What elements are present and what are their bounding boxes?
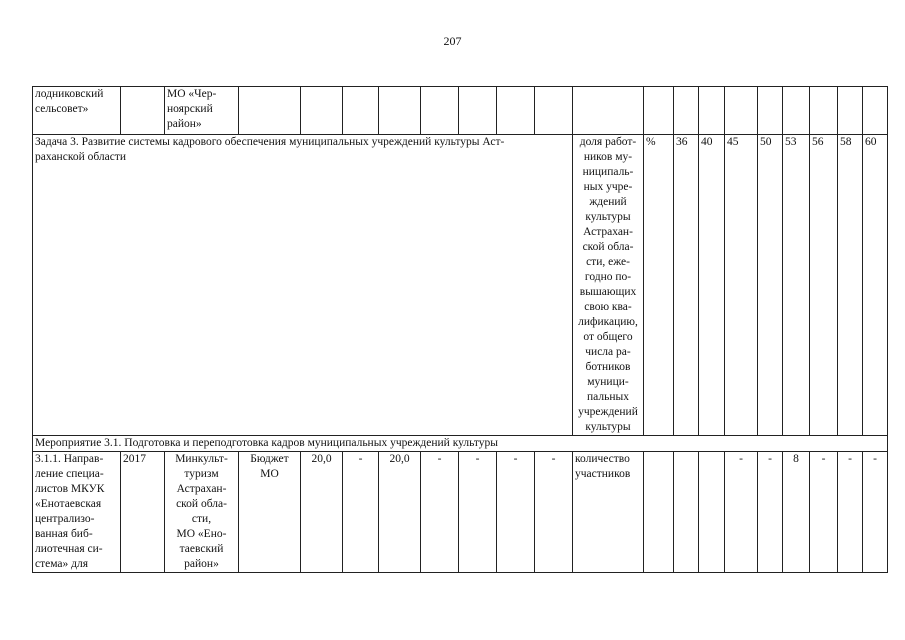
item-3-1-1-value: - <box>758 452 783 573</box>
item-3-1-1-fin: 20,0 <box>301 452 343 573</box>
task-3-value: 50 <box>758 135 783 436</box>
item-3-1-1-name: 3.1.1. Направ- ление специа- листов МКУК «Енотаевская централизо- ванная биб- лиотечная си- стема» для <box>33 452 121 573</box>
item-3-1-1-source: Бюджет МО <box>239 452 301 573</box>
task-3-value: 36 <box>674 135 699 436</box>
item-3-1-1-fin: - <box>497 452 535 573</box>
item-3-1-1-value: - <box>810 452 838 573</box>
program-table <box>32 86 888 573</box>
task-3-indicator: доля работ- ников му- ниципаль- ных учре- ждений культуры Астрахан- ской обла- сти, еже- годно по- вышающих свою ква- лификацию, от общего числа ра- ботников муници- пальных учреждений культуры <box>573 135 644 436</box>
task-3-title: Задача 3. Развитие системы кадрового обеспечения муниципальных учреждений культуры Аст- раханской области <box>33 135 573 436</box>
task-3-row <box>33 135 888 436</box>
item-3-1-1-fin: - <box>421 452 459 573</box>
item-3-1-1-value: - <box>838 452 863 573</box>
item-3-1-1-fin: - <box>343 452 379 573</box>
task-3-value: 60 <box>863 135 888 436</box>
item-3-1-1-row <box>33 452 888 573</box>
item-3-1-1-unit <box>644 452 674 573</box>
page-number: 207 <box>443 34 462 48</box>
item-3-1-1-fin: - <box>535 452 573 573</box>
item-3-1-1-value: - <box>725 452 758 573</box>
task-3-value: 53 <box>783 135 810 436</box>
measure-3-1-title: Мероприятие 3.1. Подготовка и переподготовка кадров муниципальных учреждений культуры <box>33 436 888 452</box>
item-3-1-1-fin: - <box>459 452 497 573</box>
task-3-value: 56 <box>810 135 838 436</box>
continuation-row <box>33 87 888 135</box>
item-3-1-1-indicator: количество участников <box>573 452 644 573</box>
executor-cell: МО «Чер- ноярский район» <box>165 87 239 135</box>
task-3-value: 40 <box>699 135 725 436</box>
task-3-value: 45 <box>725 135 758 436</box>
item-3-1-1-value: 8 <box>783 452 810 573</box>
item-3-1-1-executor: Минкульт- туризм Астрахан- ской обла- сти, МО «Ено- таевский район» <box>165 452 239 573</box>
task-3-value: 58 <box>838 135 863 436</box>
item-3-1-1-value <box>699 452 725 573</box>
item-3-1-1-value: - <box>863 452 888 573</box>
measure-3-1-row <box>33 436 888 452</box>
task-3-unit: % <box>644 135 674 436</box>
item-3-1-1-value <box>674 452 699 573</box>
item-3-1-1-fin: 20,0 <box>379 452 421 573</box>
item-3-1-1-year: 2017 <box>121 452 165 573</box>
municipality-cell: лодниковский сельсовет» <box>33 87 121 135</box>
